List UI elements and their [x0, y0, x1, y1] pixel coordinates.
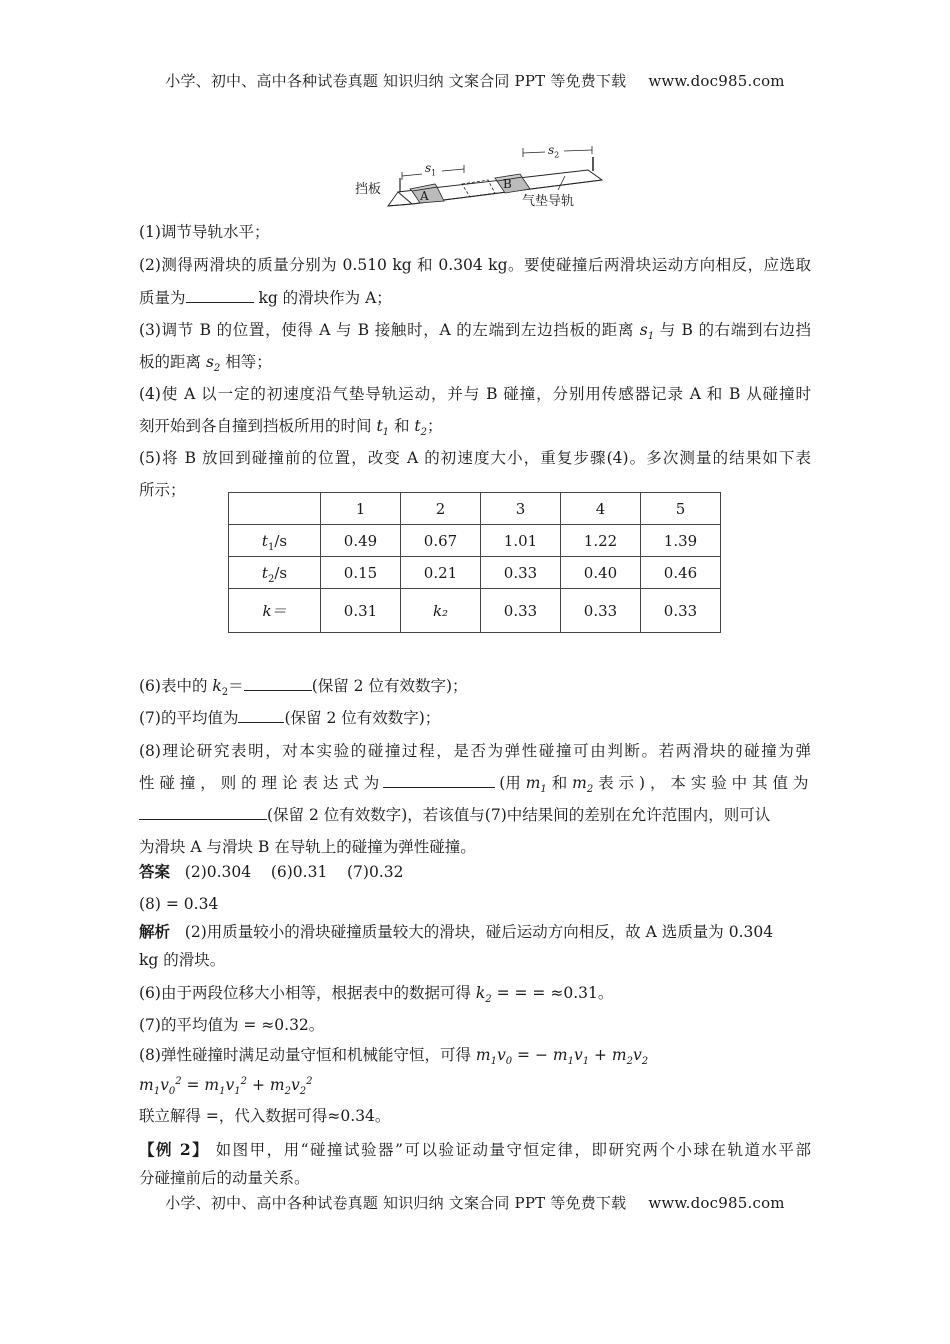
table-cell: 2	[401, 493, 481, 525]
analysis-8	[139, 1045, 811, 1068]
step-5-line2: 所示；	[139, 481, 186, 499]
table-cell	[229, 493, 321, 525]
step-4-end: ；	[427, 417, 443, 435]
step-4-and: 和	[389, 417, 415, 435]
table-row-k	[229, 589, 721, 633]
slider-b-label: B	[503, 177, 512, 191]
example-2-line1	[139, 1140, 811, 1160]
question-6	[139, 676, 811, 699]
t2-symbol: t	[261, 563, 268, 582]
analysis-9: 联立解得 =，代入数据可得≈0.34。	[139, 1107, 391, 1125]
table-row-t2	[229, 557, 721, 589]
table-cell: 0.33	[481, 589, 561, 633]
q6-note: (保留 2 位有效数字)；	[311, 677, 468, 695]
answer-values: (2)0.304 (6)0.31 (7)0.32	[184, 863, 404, 881]
page-footer	[0, 1192, 950, 1213]
footer-text: 小学、初中、高中各种试卷真题 知识归纳 文案合同 PPT 等免费下载	[165, 1194, 627, 1212]
table-header-row	[229, 493, 721, 525]
q8-text: 性 碰 撞 ， 则 的 理 论 表 达 式 为	[139, 774, 380, 792]
energy-equation-formula: $m_1v_0^2 = m_1v_1^2 + m_2v_2^2$	[139, 1075, 313, 1098]
page-header	[0, 70, 950, 91]
analysis-7: (7)的平均值为 = ≈0.32。	[139, 1016, 325, 1034]
step-2-line2	[139, 288, 811, 308]
question-7	[139, 708, 811, 728]
table-cell: 1.22	[561, 525, 641, 557]
answer-blank-value[interactable]	[139, 805, 267, 820]
step-1: (1)调节导轨水平；	[139, 223, 270, 241]
q6-equals: ＝	[228, 677, 244, 695]
q7-text: (7)的平均值为	[139, 709, 239, 727]
step-2-text: 质量为	[139, 289, 186, 307]
analysis-label: 解析	[139, 923, 171, 941]
k-symbol: k＝	[262, 602, 287, 620]
table-cell: 1.39	[641, 525, 721, 557]
step-4-line2	[139, 416, 811, 439]
q6-k: k	[212, 677, 222, 695]
table-cell: 0.31	[321, 589, 401, 633]
example-2-line2: 分碰撞前后的动量关系。	[139, 1169, 310, 1187]
table-row-t1	[229, 525, 721, 557]
row-label-t2	[229, 557, 321, 589]
var-t2: $t_2$	[414, 417, 428, 439]
table-cell: 0.33	[481, 557, 561, 589]
q8-text-end: 表 示 ) ， 本 实 验 中 其 值 为	[593, 774, 809, 792]
table-cell: 0.67	[401, 525, 481, 557]
row-label-k	[229, 589, 321, 633]
answer-blank-mass[interactable]	[186, 288, 254, 303]
example-2-text: 如图甲，用“碰撞试验器”可以验证动量守恒定律，即研究两个小球在轨道水平部	[215, 1141, 811, 1159]
answer-blank-k2[interactable]	[244, 676, 312, 691]
slider-a-label: A	[420, 189, 429, 203]
table-cell: 1.01	[481, 525, 561, 557]
analysis-line2: kg 的滑块。	[139, 951, 226, 969]
table-cell: 0.33	[641, 589, 721, 633]
q6-text: (6)表中的	[139, 677, 213, 695]
table-cell: 1	[321, 493, 401, 525]
step-5-line1: (5)将 B 放回到碰撞前的位置，改变 A 的初速度大小，重复步骤(4)。多次测量的结果如下表	[139, 449, 811, 467]
step-3-text: (3)调节 B 的位置，使得 A 与 B 接触时，A 的左端到左边挡板的距离	[139, 321, 640, 339]
question-8-line4: 为滑块 A 与滑块 B 在导轨上的碰撞为弹性碰撞。	[139, 838, 476, 856]
var-s1: $s_1$	[639, 321, 655, 343]
s2-subscript: 2	[554, 150, 560, 160]
baffle-label: 挡板	[355, 182, 382, 197]
analysis-line1	[139, 922, 811, 942]
s1-letter: s	[425, 161, 432, 175]
example-2-label: 【例 2】	[139, 1140, 210, 1159]
s1-subscript: 1	[431, 168, 437, 178]
t2-subscript: 2	[267, 573, 275, 585]
table-cell: 0.15	[321, 557, 401, 589]
var-t1: $t_1$	[376, 417, 390, 439]
answer-blank-expression[interactable]	[383, 773, 495, 788]
step-3-text-end: 与 B 的右端到右边挡	[654, 321, 811, 339]
var-s2: $s_2$	[205, 353, 221, 375]
step-3b-text: 板的距离	[139, 353, 206, 371]
question-8-line1: (8)理论研究表明，对本实验的碰撞过程，是否为弹性碰撞可由判断。若两滑块的碰撞为弹	[139, 742, 811, 760]
measurement-table	[228, 492, 721, 633]
t1-symbol: t	[261, 531, 268, 550]
t1-subscript: 1	[267, 541, 275, 553]
air-track-label: 气垫导轨	[522, 194, 575, 209]
air-track-diagram	[350, 140, 620, 212]
step-3b-text-end: 相等；	[220, 353, 272, 371]
table-cell: 5	[641, 493, 721, 525]
question-8-line2	[139, 773, 811, 796]
question-8-line3	[139, 805, 811, 825]
table-cell: 3	[481, 493, 561, 525]
var-m1: $m_1$	[525, 774, 547, 796]
answer-line2: (8) = 0.34	[139, 895, 219, 913]
step-2-line1: (2)测得两滑块的质量分别为 0.510 kg 和 0.304 kg。要使碰撞后两滑块运动方向相反，应选取	[139, 256, 811, 274]
air-track-illustration	[350, 140, 620, 212]
step-2-text-end: kg 的滑块作为 A；	[253, 289, 392, 307]
q8-note: (保留 2 位有效数字)，若该值与(7)中结果间的差别在允许范围内，则可认	[267, 806, 771, 824]
table-cell: 0.21	[401, 557, 481, 589]
momentum-equation: $m_1v_0$ = − $m_1v_1 + m_2v_2$	[475, 1046, 649, 1068]
table-cell: 0.33	[561, 589, 641, 633]
table-cell: 4	[561, 493, 641, 525]
q6-sub: 2	[221, 687, 229, 699]
answer-line1	[139, 862, 811, 882]
answer-label: 答案	[139, 863, 171, 881]
step-4-text: 刻开始到各自撞到挡板所用的时间	[139, 417, 377, 435]
header-text: 小学、初中、高中各种试卷真题 知识归纳 文案合同 PPT 等免费下载	[165, 72, 627, 90]
analysis-6-result: = = = ≈0.31。	[491, 984, 614, 1002]
header-url[interactable]: www.doc985.com	[648, 72, 785, 90]
analysis-2: (2)用质量较小的滑块碰撞质量较大的滑块，碰后运动方向相反，故 A 选质量为 0.304	[184, 923, 774, 941]
var-m2: $m_2$	[572, 774, 594, 796]
analysis-8-text: (8)弹性碰撞时满足动量守恒和机械能守恒，可得	[139, 1046, 476, 1064]
row-label-t1	[229, 525, 321, 557]
table-cell: 0.46	[641, 557, 721, 589]
var-k2: $k_2$	[475, 984, 492, 1006]
q8-and: 和	[546, 774, 573, 792]
step-3-line2	[139, 352, 811, 375]
table-cell: 0.40	[561, 557, 641, 589]
t2-unit: /s	[274, 563, 288, 582]
answer-blank-average[interactable]	[238, 708, 284, 723]
t1-unit: /s	[274, 531, 288, 550]
s2-label	[548, 143, 560, 160]
table-cell: k₂	[401, 589, 481, 633]
step-3-line1	[139, 320, 811, 343]
analysis-6-text: (6)由于两段位移大小相等，根据表中的数据可得	[139, 984, 476, 1002]
energy-equation	[139, 1075, 811, 1098]
footer-url[interactable]: www.doc985.com	[648, 1194, 785, 1212]
step-4-line1: (4)使 A 以一定的初速度沿气垫导轨运动，并与 B 碰撞，分别用传感器记录 A 和 B 从碰撞时	[139, 385, 811, 403]
s1-label	[425, 161, 437, 178]
s2-letter: s	[548, 143, 555, 157]
table-cell: 0.49	[321, 525, 401, 557]
analysis-6	[139, 983, 811, 1006]
q8-paren: (用	[499, 774, 526, 792]
q7-note: (保留 2 位有效数字)；	[284, 709, 441, 727]
